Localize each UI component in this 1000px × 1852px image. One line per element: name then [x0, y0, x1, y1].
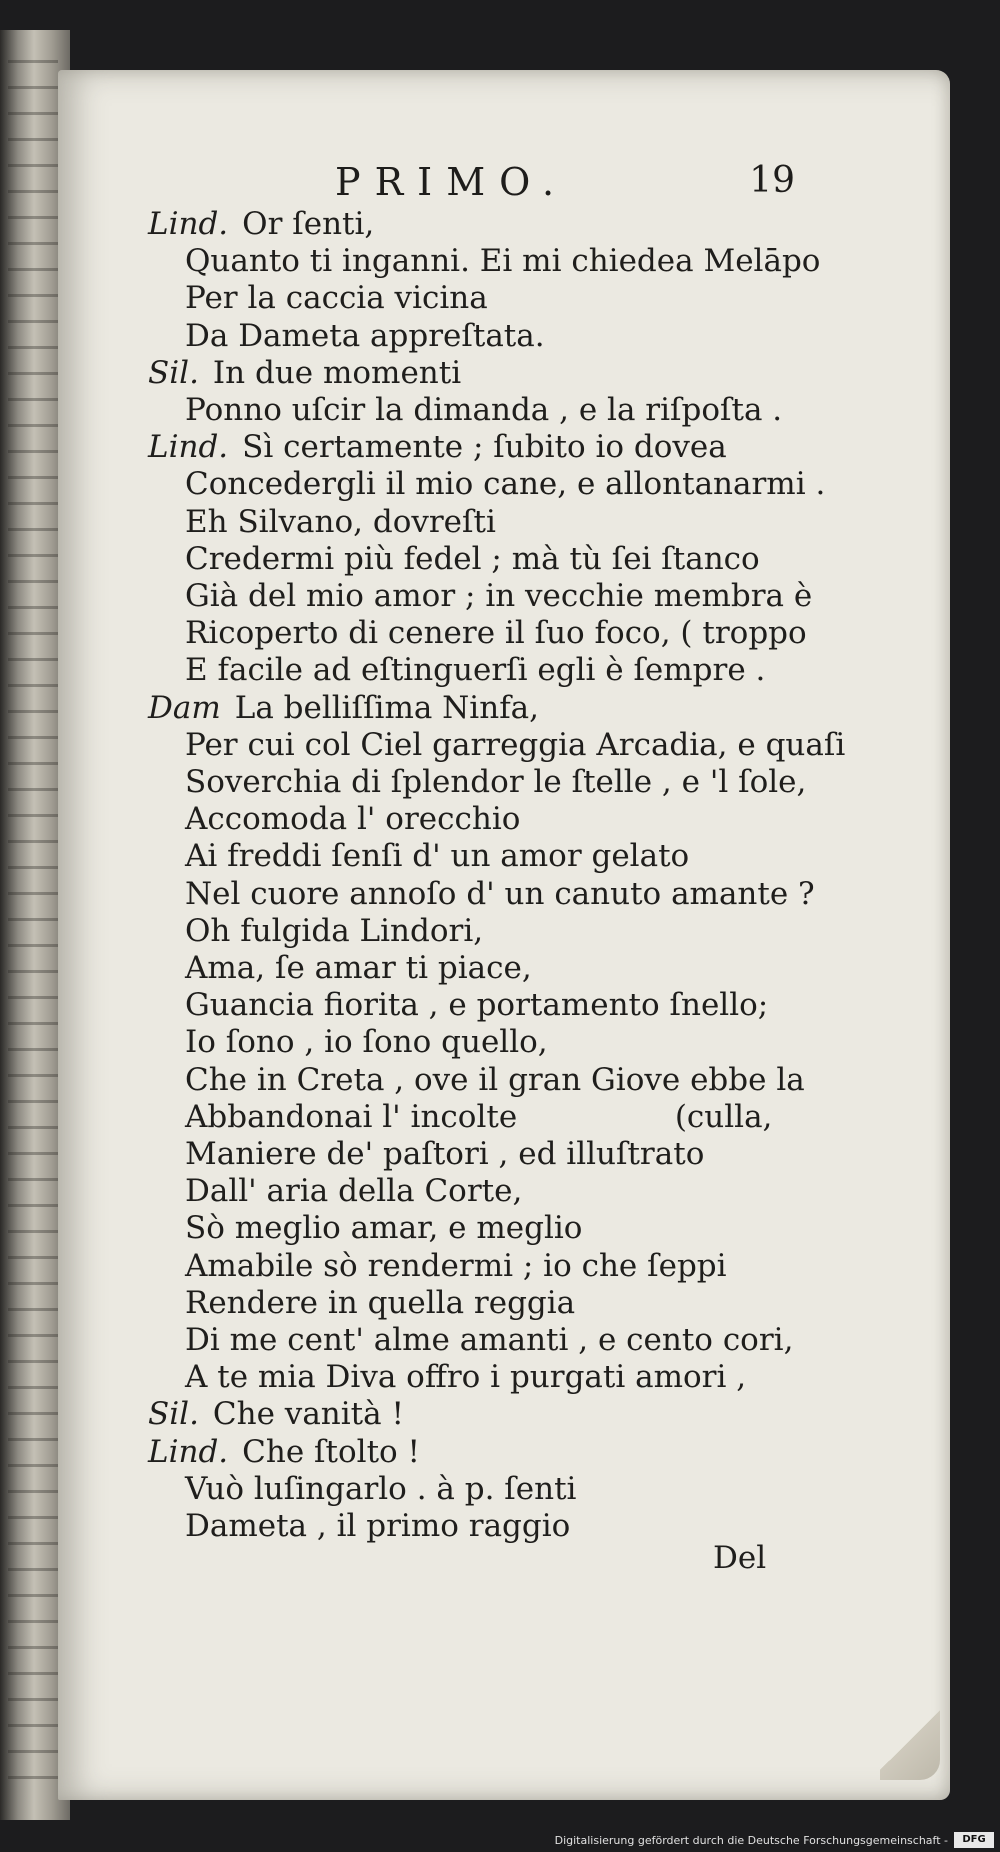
- line-text: A te mia Diva offro i purgati amori ,: [185, 1359, 747, 1396]
- text-line: [185, 1507, 570, 1545]
- text-line: [148, 689, 539, 727]
- catchword: Del: [713, 1540, 767, 1576]
- text-line: [148, 205, 374, 243]
- speaker-name: Dam: [148, 689, 221, 726]
- line-text: Io ſono , io ſono quello,: [185, 1024, 548, 1061]
- text-line: [185, 242, 820, 280]
- speaker-name: Sil.: [148, 1396, 199, 1433]
- line-text: Dameta , il primo raggio: [185, 1508, 571, 1544]
- text-line: [148, 354, 461, 392]
- text-line: [185, 1247, 727, 1285]
- running-header: [335, 160, 795, 210]
- speaker-name: Sil.: [148, 354, 199, 391]
- line-text: Abbandonai l' incolte (culla,: [185, 1098, 773, 1135]
- line-text: In due momenti: [212, 354, 462, 391]
- line-text: Concedergli il mio cane, e allontanarmi .: [185, 466, 826, 503]
- text-line: [185, 1098, 772, 1136]
- text-line: [185, 1209, 582, 1247]
- line-text: Per cui col Ciel garreggia Arcadia, e quaſi: [185, 726, 846, 763]
- line-text: Nel cuore annoſo d' un canuto amante ?: [185, 875, 815, 912]
- text-line: [185, 726, 845, 764]
- text-line: [185, 1061, 805, 1099]
- line-text: La belliſſima Ninfa,: [234, 689, 539, 726]
- line-text: Guancia fiorita , e portamento ſnello;: [185, 987, 769, 1024]
- text-line: [185, 1284, 575, 1322]
- speaker-name: Lind.: [148, 206, 229, 242]
- text-line: [185, 279, 488, 317]
- text-line: [148, 428, 727, 466]
- text-line: [185, 763, 806, 801]
- line-text: Che in Creta , ove il gran Giove ebbe la: [185, 1061, 805, 1098]
- text-line: [185, 800, 520, 838]
- line-text: Di me cent' alme amanti , e cento cori,: [185, 1322, 794, 1358]
- text-line: [185, 912, 483, 950]
- line-text: E facile ad eſtinguerſi egli è ſempre .: [185, 652, 766, 689]
- line-text: Ponno uſcir la dimanda , e la riſpoſta .: [185, 392, 783, 428]
- speaker-name: Lind.: [148, 429, 229, 466]
- text-line: [185, 651, 765, 689]
- text-line: [185, 317, 545, 355]
- line-text: Già del mio amor ; in vecchie membra è: [185, 578, 813, 614]
- line-text: Or ſenti,: [242, 206, 375, 242]
- line-text: Sò meglio amar, e meglio: [185, 1210, 583, 1247]
- line-text: Amabile sò rendermi ; io che ſeppi: [185, 1247, 727, 1284]
- line-text: Sì certamente ; ſubito io dovea: [242, 429, 727, 466]
- line-text: Quanto ti inganni. Ei mi chiedea Melāpo: [185, 243, 821, 280]
- line-text: Che vanità !: [212, 1396, 404, 1433]
- line-text: Da Dameta appreſtata.: [185, 317, 545, 354]
- line-text: Rendere in quella reggia: [185, 1284, 576, 1321]
- text-line: [185, 1321, 793, 1359]
- text-line: [185, 1358, 746, 1396]
- header-title: PRIMO.: [335, 160, 569, 204]
- text-line: [185, 577, 812, 615]
- page-edge-texture: [8, 60, 58, 1800]
- text-line: [185, 1135, 704, 1173]
- line-text: Vuò luſingarlo . à p. ſenti: [185, 1470, 577, 1507]
- line-text: Credermi più fedel ; mà tù ſei ſtanco: [185, 540, 760, 577]
- line-text: Maniere de' paſtori , ed illuſtrato: [185, 1136, 705, 1172]
- text-line: [185, 614, 807, 652]
- speaker-name: Lind.: [148, 1433, 229, 1470]
- line-text: Ama, ſe amar ti piace,: [185, 950, 532, 986]
- line-text: Ricoperto di cenere il ſuo foco, ( troppo: [185, 615, 807, 652]
- text-line: [185, 949, 532, 987]
- footer-credit: Digitalisierung gefördert durch die Deutsche Forschungsgemeinschaft -: [554, 1834, 948, 1847]
- text-line: [185, 1172, 522, 1210]
- text-line: [185, 1470, 576, 1508]
- text-line: [185, 1023, 548, 1061]
- text-line: [148, 1395, 404, 1433]
- line-text: Che ſtolto !: [242, 1433, 420, 1470]
- dfg-logo-icon: DFG: [954, 1832, 994, 1848]
- line-text: Per la caccia vicina: [185, 280, 488, 317]
- text-line: [185, 391, 782, 429]
- text-line: [185, 837, 689, 875]
- line-text: Eh Silvano, dovreſti: [185, 503, 496, 540]
- line-text: Dall' aria della Corte,: [185, 1173, 523, 1210]
- line-text: Accomoda l' orecchio: [185, 801, 521, 838]
- text-line: [185, 465, 825, 503]
- line-text: Oh fulgida Lindori,: [185, 912, 484, 949]
- text-line: [148, 1433, 420, 1471]
- line-text: Soverchia di ſplendor le ſtelle , e 'l ſole,: [185, 764, 807, 800]
- text-line: [185, 503, 496, 541]
- text-line: [185, 986, 768, 1024]
- page-corner-fold: [880, 1700, 940, 1780]
- text-line: [185, 875, 815, 913]
- text-line: [185, 540, 760, 578]
- line-text: Ai freddi ſenſi d' un amor gelato: [185, 838, 690, 875]
- page-number: 19: [749, 160, 795, 201]
